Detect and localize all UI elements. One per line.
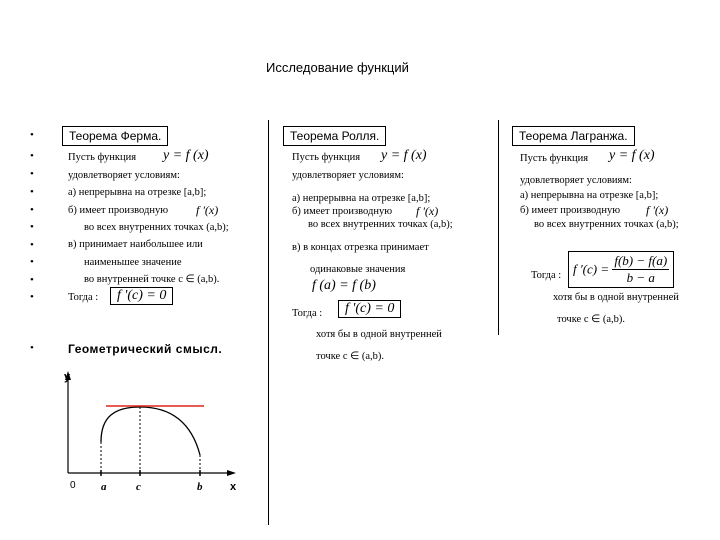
rolle-condition-b: б) имеет производную [292, 206, 393, 217]
geometric-meaning-heading: Геометрический смысл. [68, 342, 223, 356]
fermat-condition-b: б) имеет производную [68, 205, 169, 216]
rolle-heading: Теорема Ролля. [283, 126, 386, 146]
lagrange-line: удовлетворяет условиям: [520, 175, 632, 186]
lagrange-fraction-numerator: f(b) − f(a) [614, 253, 668, 268]
column-divider-right [498, 120, 499, 335]
fermat-result-formula: f '(c) = 0 [110, 287, 173, 305]
lagrange-condition-b: б) имеет производную [520, 205, 621, 216]
rolle-condition-a: а) непрерывна на отрезке [a,b]; [292, 193, 431, 204]
bullet: • [30, 291, 34, 303]
rolle-then: Тогда : [292, 308, 323, 319]
point-c-label: c [136, 481, 141, 493]
y-axis-label: y [64, 371, 71, 383]
fermat-then: Тогда : [68, 292, 99, 303]
lagrange-condition-a: а) непрерывна на отрезке [a,b]; [520, 190, 659, 201]
fermat-line: во внутренней точке c ∈ (a,b). [84, 274, 220, 285]
bullet: • [30, 129, 34, 141]
bullet: • [30, 168, 34, 180]
rolle-result-formula: f '(c) = 0 [338, 300, 401, 318]
fermat-derivative-formula: f '(x) [196, 203, 219, 217]
rolle-line: во всех внутренних точках (a,b); [308, 219, 453, 230]
rolle-line: одинаковые значения [310, 264, 406, 275]
lagrange-function-formula: y = f (x) [609, 148, 655, 163]
fermat-heading: Теорема Ферма. [62, 126, 168, 146]
rolle-line: хотя бы в одной внутренней [316, 329, 442, 340]
point-b-label: b [197, 481, 203, 493]
fermat-condition-a: а) непрерывна на отрезке [a,b]; [68, 187, 207, 198]
lagrange-then: Тогда : [531, 270, 562, 281]
rolle-derivative-formula: f '(x) [416, 204, 439, 218]
x-axis-arrow [227, 470, 236, 476]
lagrange-heading: Теорема Лагранжа. [512, 126, 635, 146]
bullet: • [30, 274, 34, 286]
point-a-label: a [101, 481, 107, 493]
fermat-function-formula: y = f (x) [163, 148, 209, 163]
column-divider-left [268, 120, 269, 525]
function-curve [101, 407, 200, 455]
fermat-line: наименьшее значение [84, 257, 182, 268]
bullet: • [30, 239, 34, 251]
fermat-line: во всех внутренних точках (a,b); [84, 222, 229, 233]
lagrange-line: Пусть функция [520, 153, 589, 164]
bullet: • [30, 186, 34, 198]
rolle-line: удовлетворяет условиям: [292, 170, 404, 181]
page-title: Исследование функций [266, 60, 409, 75]
origin-label: 0 [70, 480, 76, 491]
x-axis-label: x [230, 481, 237, 493]
rolle-line: Пусть функция [292, 152, 361, 163]
lagrange-result-left: f '(c) = [573, 261, 610, 277]
bullet: • [30, 150, 34, 162]
geometric-meaning-graph [40, 365, 260, 500]
rolle-function-formula: y = f (x) [381, 148, 427, 163]
lagrange-line: точке c ∈ (a,b). [557, 314, 626, 325]
fermat-condition-c: в) принимает наибольшее или [68, 239, 203, 250]
rolle-equal-values-formula: f (a) = f (b) [312, 278, 376, 293]
fermat-line: Пусть функция [68, 152, 137, 163]
rolle-line: точке c ∈ (a,b). [316, 351, 385, 362]
fermat-line: удовлетворяет условиям: [68, 170, 180, 181]
bullet: • [30, 342, 34, 354]
lagrange-derivative-formula: f '(x) [646, 203, 669, 217]
lagrange-result-formula [568, 251, 674, 288]
lagrange-fraction-denominator: b − a [626, 270, 655, 285]
rolle-condition-c: в) в концах отрезка принимает [292, 242, 429, 253]
lagrange-line: во всех внутренних точках (a,b); [534, 219, 679, 230]
bullet: • [30, 256, 34, 268]
bullet: • [30, 204, 34, 216]
bullet: • [30, 221, 34, 233]
lagrange-line: хотя бы в одной внутренней [553, 292, 679, 303]
lagrange-fraction [612, 253, 669, 286]
